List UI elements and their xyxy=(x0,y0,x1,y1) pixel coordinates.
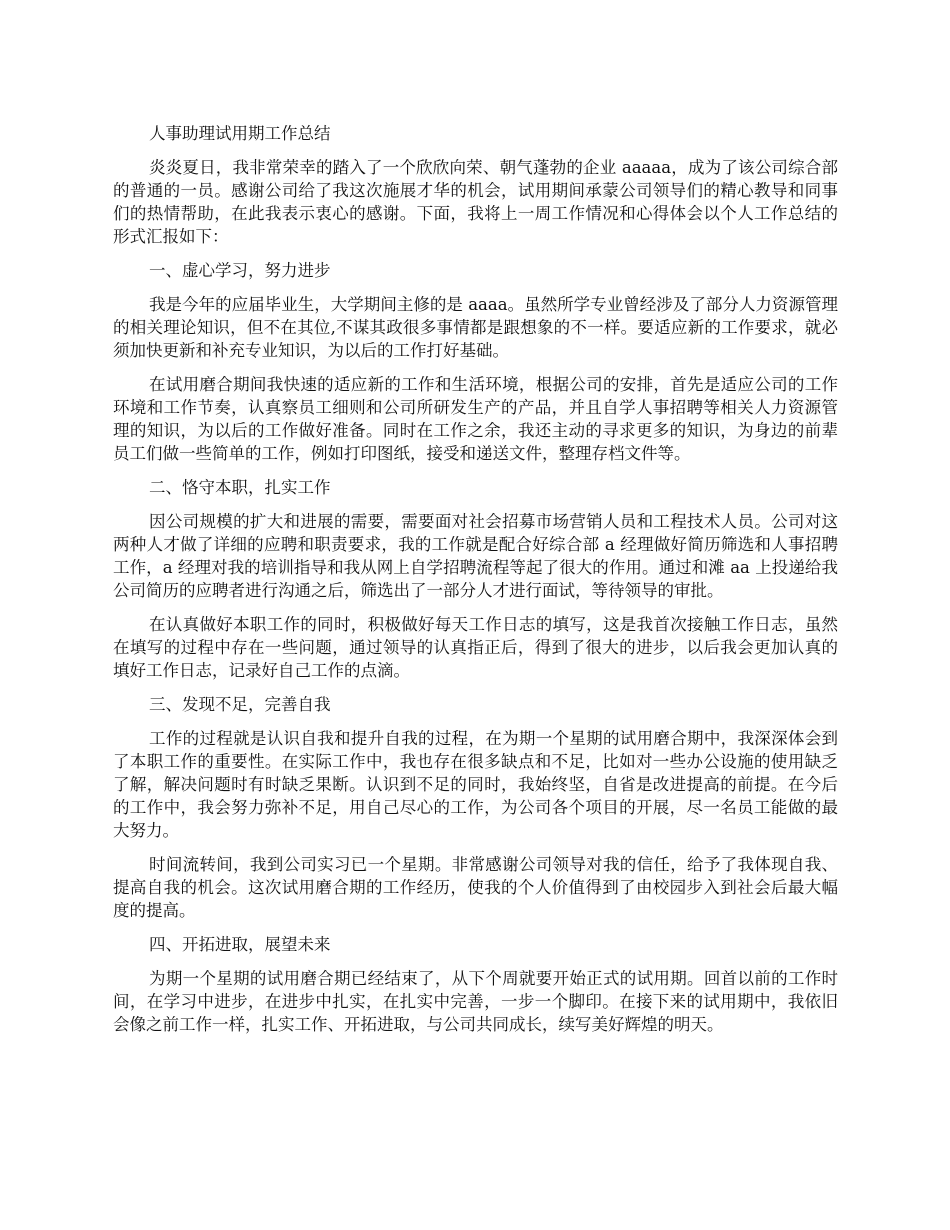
section-4-paragraph-1: 为期一个星期的试用磨合期已经结束了，从下个周就要开始正式的试用期。回首以前的工作时间，在学习中进步，在进步中扎实，在扎实中完善，一步一个脚印。在接下来的试用期中，我依旧会像之前工作一样，扎实工作、开拓进取，与公司共同成长，续写美好辉煌的明天。 xyxy=(113,969,838,1034)
document-body xyxy=(113,122,838,1047)
section-heading-4: 四、开拓进取，展望未来 xyxy=(149,935,331,954)
section-3-paragraph-1: 工作的过程就是认识自我和提升自我的过程，在为期一个星期的试用磨合期中，我深深体会到了本职工作的重要性。在实际工作中，我也存在很多缺点和不足，比如对一些办公设施的使用缺乏了解，解决问题时有时缺乏果断。认识到不足的同时，我始终坚，自省是改进提高的前提。在今后的工作中，我会努力弥补不足，用自己尽心的工作，为公司各个项目的开展，尽一名员工能做的最大努力。 xyxy=(113,729,838,840)
section-heading-2: 二、恪守本职，扎实工作 xyxy=(149,478,331,497)
section-3-paragraph-2: 时间流转间，我到公司实习已一个星期。非常感谢公司领导对我的信任，给予了我体现自我、提高自我的机会。这次试用磨合期的工作经历，使我的个人价值得到了由校园步入到社会后最大幅度的提高。 xyxy=(113,855,838,920)
section-1-paragraph-1: 我是今年的应届毕业生，大学期间主修的是 aaaa。虽然所学专业曾经涉及了部分人力资源管理的相关理论知识，但不在其位,不谋其政很多事情都是跟想象的不一样。要适应新的工作要求，就必须加快更新和补充专业知识，为以后的工作打好基础。 xyxy=(113,295,838,360)
section-2-paragraph-2: 在认真做好本职工作的同时，积极做好每天工作日志的填写，这是我首次接触工作日志，虽然在填写的过程中存在一些问题，通过领导的认真指正后，得到了很大的进步，以后我会更加认真的填好工作日志，记录好自己工作的点滴。 xyxy=(113,615,838,680)
section-heading-1: 一、虚心学习，努力进步 xyxy=(149,261,331,280)
intro-paragraph: 炎炎夏日，我非常荣幸的踏入了一个欣欣向荣、朝气蓬勃的企业 aaaaa，成为了该公司综合部的普通的一员。感谢公司给了我这次施展才华的机会，试用期间承蒙公司领导们的精心教导和同事们的热情帮助，在此我表示衷心的感谢。下面，我将上一周工作情况和心得体会以个人工作总结的形式汇报如下： xyxy=(113,158,838,246)
document-title: 人事助理试用期工作总结 xyxy=(149,124,331,143)
section-2-paragraph-1: 因公司规模的扩大和进展的需要，需要面对社会招募市场营销人员和工程技术人员。公司对这两种人才做了详细的应聘和职责要求，我的工作就是配合好综合部 a 经理做好简历筛选和人事招聘工作，a 经理对我的培训指导和我从网上自学招聘流程等起了很大的作用。通过和滩 aa 上投递给我公司简历的应聘者进行沟通之后，筛选出了一部分人才进行面试，等待领导的审批。 xyxy=(113,512,838,600)
section-1-paragraph-2: 在试用磨合期间我快速的适应新的工作和生活环境，根据公司的安排，首先是适应公司的工作环境和工作节奏，认真察员工细则和公司所研发生产的产品，并且自学人事招聘等相关人力资源管理的知识，为以后的工作做好准备。同时在工作之余，我还主动的寻求更多的知识，为身边的前辈员工们做一些简单的工作，例如打印图纸，接受和递送文件，整理存档文件等。 xyxy=(113,375,838,463)
section-heading-3: 三、发现不足，完善自我 xyxy=(149,695,331,714)
